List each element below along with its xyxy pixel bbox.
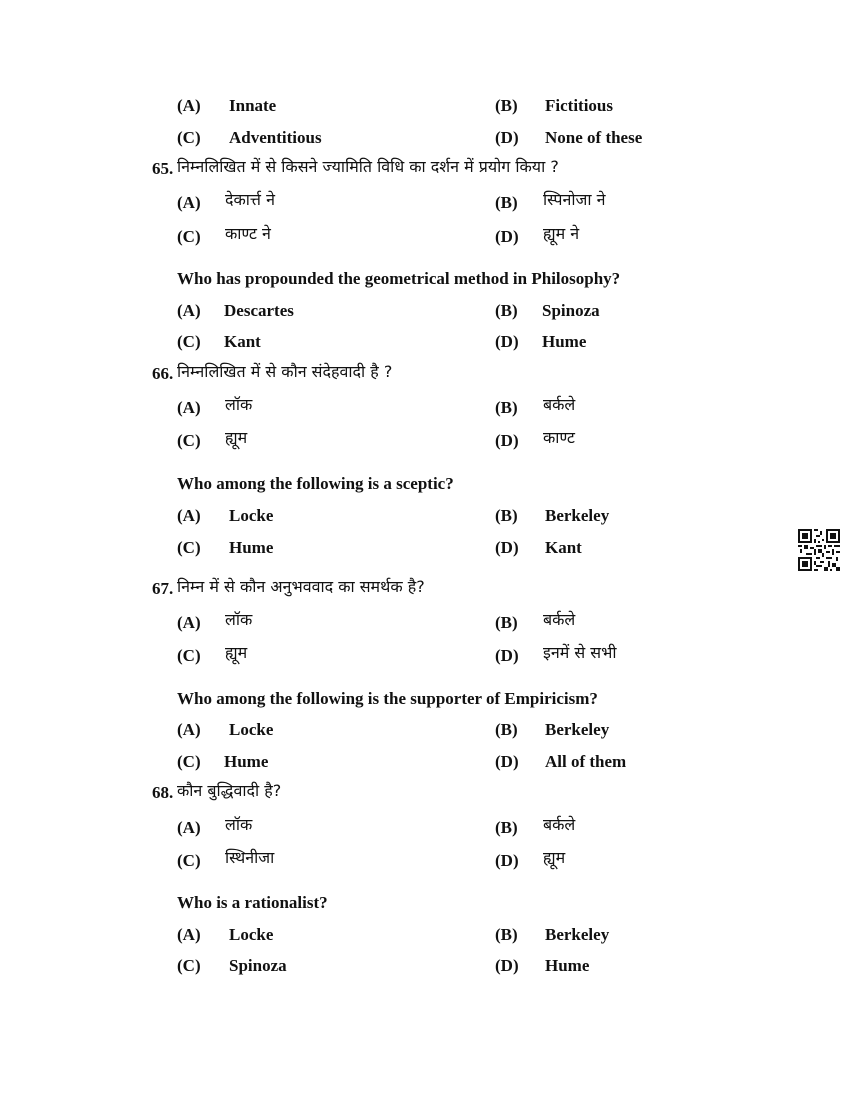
q65-number: 65. [152,159,174,178]
q64-option-b-label: (B) [495,96,518,115]
q67-hi-option-a-text: लॉक [225,610,253,629]
q66-en-option-a-text: Locke [229,506,274,525]
q67-en-option-c-text: Hume [224,752,269,771]
q66-hi-option-d-label: (D) [495,431,519,450]
q65-en-option-b-text: Spinoza [542,301,600,320]
q66-hi-option-a-label: (A) [177,398,201,417]
q68-en-option-c-text: Spinoza [229,956,287,975]
q66-number: 66. [152,364,174,383]
q67-en-option-d-text: All of them [545,752,627,771]
q68-en-option-d-text: Hume [545,956,590,975]
q66-english-question: Who among the following is a sceptic? [177,474,454,493]
q67-en-option-d-label: (D) [495,752,519,771]
q65-hi-option-d-label: (D) [495,227,519,246]
q65-en-option-c-text: Kant [224,332,261,351]
q64-option-a-label: (A) [177,96,201,115]
q66-hi-option-a-text: लॉक [225,395,253,414]
q66-hi-option-b-text: बर्कले [543,395,576,414]
q66-en-option-a-label: (A) [177,506,201,525]
q68-english-question: Who is a rationalist? [177,893,328,912]
q68-en-option-a-label: (A) [177,925,201,944]
q68-number: 68. [152,783,174,802]
q64-option-b-text: Fictitious [545,96,613,115]
q68-hi-option-c-text: स्थिनीजा [225,848,275,867]
q66-hi-option-c-text: ह्यूम [225,428,248,447]
q67-hi-option-c-text: ह्यूम [225,643,248,662]
q68-hi-option-d-label: (D) [495,851,519,870]
qr-code-icon [798,529,840,571]
q68-en-option-b-label: (B) [495,925,518,944]
q65-hi-option-c-label: (C) [177,227,201,246]
q66-en-option-b-label: (B) [495,506,518,525]
q66-en-option-d-text: Kant [545,538,582,557]
q68-hi-option-c-label: (C) [177,851,201,870]
q68-hi-option-d-text: ह्यूम [543,848,566,867]
q67-hi-option-b-text: बर्कले [543,610,576,629]
q65-hi-option-d-text: ह्यूम ने [543,224,580,243]
q65-hi-option-b-text: स्पिनोजा ने [543,190,606,209]
q66-hi-option-d-text: काण्ट [543,428,575,447]
q65-hindi-question: निम्नलिखित में से किसने ज्यामिति विधि का दर्शन में प्रयोग किया ? [177,157,559,176]
q67-en-option-c-label: (C) [177,752,201,771]
q68-en-option-c-label: (C) [177,956,201,975]
q68-hi-option-a-text: लॉक [225,815,253,834]
q66-en-option-c-text: Hume [229,538,274,557]
q65-english-question: Who has propounded the geometrical method in Philosophy? [177,269,621,288]
q67-hi-option-a-label: (A) [177,613,201,632]
q65-hi-option-c-text: काण्ट ने [225,224,271,243]
q65-hi-option-a-text: देकार्त्त ने [225,190,275,209]
q65-hi-option-a-label: (A) [177,193,201,212]
q68-hindi-question: कौन बुद्धिवादी है? [177,781,282,800]
q66-hindi-question: निम्नलिखित में से कौन संदेहवादी है ? [177,362,393,381]
q65-en-option-b-label: (B) [495,301,518,320]
q65-en-option-c-label: (C) [177,332,201,351]
q67-en-option-a-text: Locke [229,720,274,739]
q67-hi-option-c-label: (C) [177,646,201,665]
q67-en-option-b-label: (B) [495,720,518,739]
q67-en-option-a-label: (A) [177,720,201,739]
q67-english-question: Who among the following is the supporter of Empiricism? [177,689,598,708]
q67-hi-option-b-label: (B) [495,613,518,632]
q68-en-option-a-text: Locke [229,925,274,944]
q65-en-option-a-label: (A) [177,301,201,320]
q68-en-option-d-label: (D) [495,956,519,975]
q65-en-option-d-text: Hume [542,332,587,351]
q65-hi-option-b-label: (B) [495,193,518,212]
q66-en-option-d-label: (D) [495,538,519,557]
q67-hi-option-d-text: इनमें से सभी [543,643,617,662]
q65-en-option-d-label: (D) [495,332,519,351]
q68-hi-option-b-label: (B) [495,818,518,837]
q64-option-a-text: Innate [229,96,277,115]
q66-en-option-b-text: Berkeley [545,506,610,525]
q68-en-option-b-text: Berkeley [545,925,610,944]
q67-en-option-b-text: Berkeley [545,720,610,739]
q67-hi-option-d-label: (D) [495,646,519,665]
q64-option-d-label: (D) [495,128,519,147]
q66-hi-option-c-label: (C) [177,431,201,450]
q68-hi-option-b-text: बर्कले [543,815,576,834]
q67-number: 67. [152,579,174,598]
q68-hi-option-a-label: (A) [177,818,201,837]
q66-en-option-c-label: (C) [177,538,201,557]
q64-option-c-text: Adventitious [229,128,322,147]
q67-hindi-question: निम्न में से कौन अनुभववाद का समर्थक है? [177,577,425,596]
q64-option-d-text: None of these [545,128,643,147]
q64-option-c-label: (C) [177,128,201,147]
q66-hi-option-b-label: (B) [495,398,518,417]
q65-en-option-a-text: Descartes [224,301,294,320]
